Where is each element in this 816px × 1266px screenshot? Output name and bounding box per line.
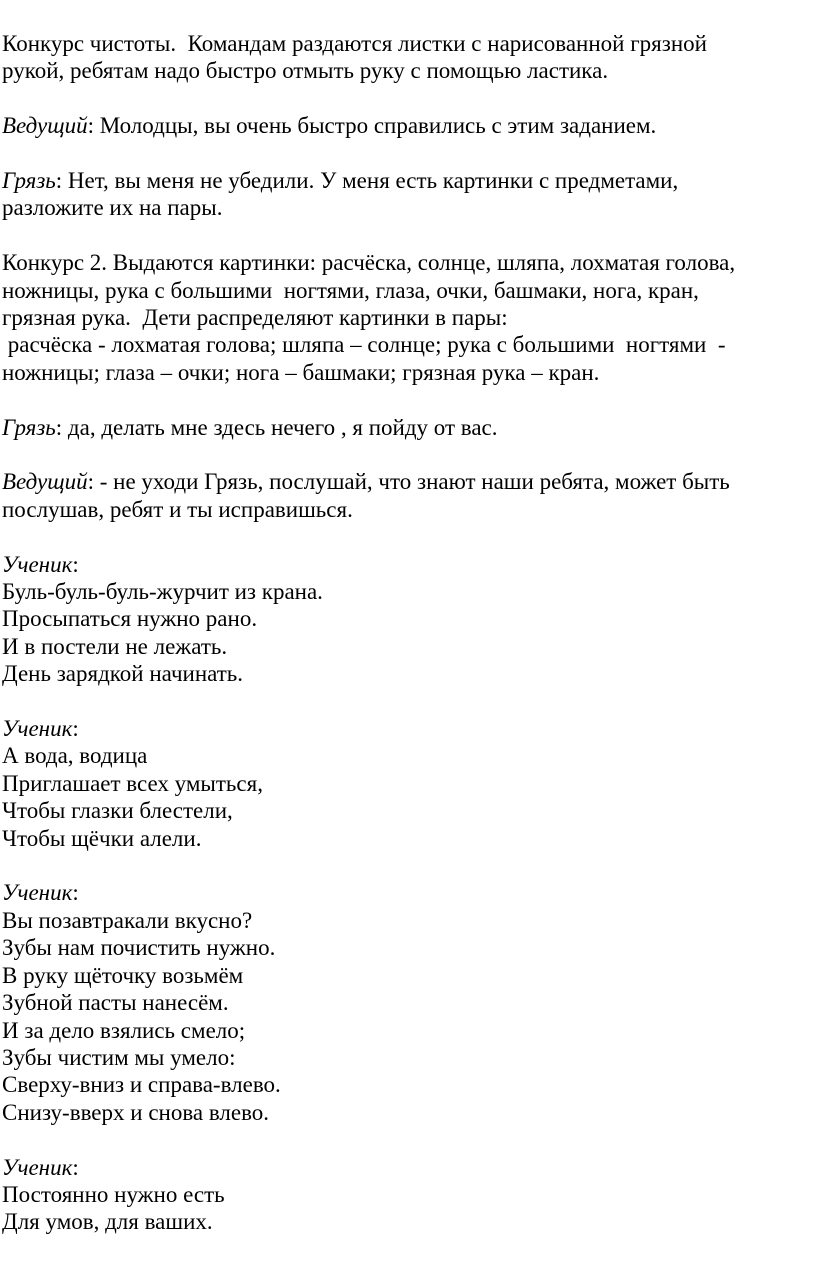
verse-line: Приглашает всех умыться,: [2, 770, 263, 796]
speech-text: : Нет, вы меня не убедили. У меня есть картинки с предметами,: [55, 168, 679, 193]
text-line: рукой, ребятам надо быстро отмыть руку с помощью ластика.: [2, 58, 609, 84]
speech-text: : Молодцы, вы очень быстро справились с этим заданием.: [87, 113, 657, 139]
text-line: ножницы, рука с большими ногтями, глаза, очки, башмаки, нога, кран,: [2, 277, 699, 303]
text-line: ножницы; глаза – очки; нога – башмаки; грязная рука – кран.: [2, 359, 600, 385]
verse-line: Вы позавтракали вкусно?: [2, 907, 253, 933]
speaker-role: Грязь: [2, 168, 56, 193]
speaker-role: Ученик: [2, 1154, 73, 1180]
speaker-role: Ученик: [2, 716, 73, 742]
speaker-role: Ученик: [2, 551, 73, 577]
verse-line: И за дело взялись смело;: [2, 1017, 246, 1043]
speech-text: : да, делать мне здесь нечего , я пойду от вас.: [55, 414, 498, 440]
text-line: Конкурс чистоты. Командам раздаются листки с нарисованной грязной: [2, 31, 707, 56]
verse-line: Просыпаться нужно рано.: [2, 606, 258, 632]
verse-line: Чтобы глазки блестели,: [2, 798, 233, 824]
verse-line: Зубной пасты нанесём.: [2, 990, 229, 1016]
contest-cleanliness-paragraph: [2, 30, 814, 85]
host-line-2: [2, 468, 814, 523]
speech-text: : - не уходи Грязь, послушай, что знают наши ребята, может быть: [87, 469, 730, 495]
verse-line: Зубы чистим мы умело:: [2, 1044, 236, 1070]
text-line: разложите их на пары.: [2, 195, 223, 221]
verse-line: Чтобы щёчки алели.: [2, 825, 202, 851]
text-line: послушав, ребят и ты исправишься.: [2, 496, 353, 522]
text-line: грязная рука. Дети распределяют картинки в пары:: [2, 305, 508, 331]
verse-line: Буль-буль-буль-журчит из крана.: [2, 579, 323, 605]
student-verse-1: Ученик: Буль-буль-буль-журчит из крана. Просыпаться нужно рано. И в постели не лежать. День зарядкой начинать.: [2, 551, 814, 688]
host-line-1: [2, 112, 814, 139]
verse-line: В руку щёточку возьмём: [2, 962, 244, 988]
student-verse-4: Ученик: Постоянно нужно есть Для умов, для ваших.: [2, 1154, 814, 1236]
speaker-role: Ученик: [2, 880, 73, 906]
text-line: Конкурс 2. Выдаются картинки: расчёска, солнце, шляпа, лохматая голова,: [2, 250, 736, 276]
verse-line: Сверху-вниз и справа-влево.: [2, 1072, 281, 1098]
speaker-role: Грязь: [2, 414, 56, 440]
dirt-line-2: [2, 414, 814, 441]
document-page: [0, 30, 814, 1263]
speaker-role: Ведущий: [2, 113, 88, 139]
verse-line: Снизу-вверх и снова влево.: [2, 1099, 270, 1125]
text-line: расчёска - лохматая голова; шляпа – солнце; рука с большими ногтями -: [2, 332, 726, 358]
verse-line: Постоянно нужно есть: [2, 1181, 225, 1207]
verse-line: Для умов, для ваших.: [2, 1209, 213, 1235]
verse-line: И в постели не лежать.: [2, 633, 228, 659]
dirt-line-1: [2, 167, 814, 222]
contest-2-paragraph: [2, 249, 814, 386]
student-verse-3: Ученик: Вы позавтракали вкусно? Зубы нам почистить нужно. В руку щёточку возьмём Зубной пасты нанесём. И за дело взялись смело; Зубы чистим мы умело: Сверху-вниз и справа-влево. Снизу-вверх и снова влево.: [2, 879, 814, 1126]
student-verse-2: Ученик: А вода, водица Приглашает всех умыться, Чтобы глазки блестели, Чтобы щёчки алели.: [2, 715, 814, 852]
verse-line: День зарядкой начинать.: [2, 661, 244, 687]
verse-line: А вода, водица: [2, 743, 148, 769]
speaker-role: Ведущий: [2, 469, 88, 495]
verse-line: Зубы нам почистить нужно.: [2, 935, 276, 961]
